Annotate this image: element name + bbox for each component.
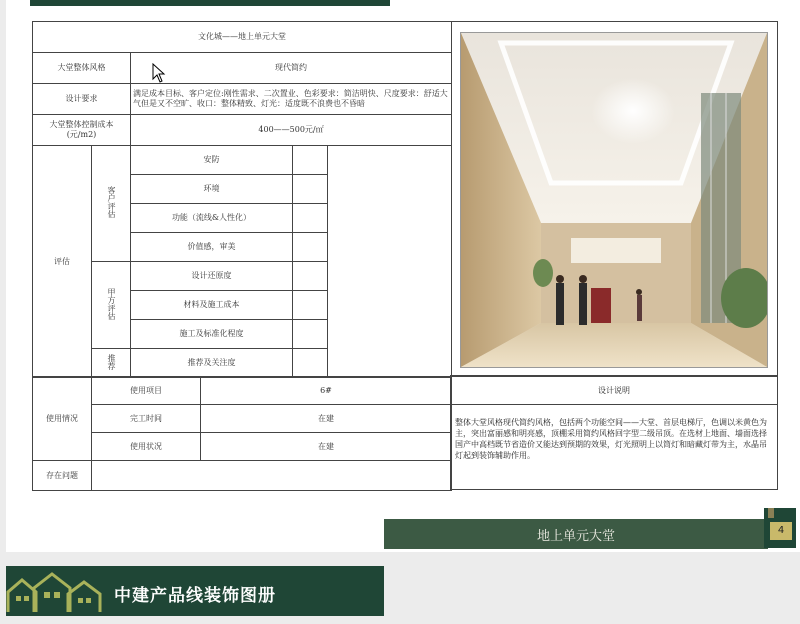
owner-eval-group	[92, 262, 131, 349]
footer-section-label: 地上单元大堂	[536, 529, 615, 544]
cost-value: 400——500元/㎡	[131, 115, 452, 146]
usage-label: 使用情况	[33, 377, 92, 461]
eval-item: 设计还原度	[131, 262, 293, 291]
score-cell	[293, 291, 328, 320]
style-label: 大堂整体风格	[33, 53, 131, 84]
eval-item: 材料及施工成本	[131, 291, 293, 320]
table-title: 文化城——地上单元大堂	[33, 22, 452, 53]
usage-row-value: 在建	[201, 405, 452, 433]
next-page-banner	[6, 566, 384, 616]
top-header-strip	[30, 0, 390, 6]
issues-value	[92, 461, 452, 491]
banner-title: 中建产品线装饰图册	[114, 586, 276, 606]
evaluation-label: 评估	[33, 146, 92, 378]
notes-cell	[328, 146, 452, 378]
usage-row-label: 使用状况	[92, 433, 201, 461]
score-cell	[293, 320, 328, 349]
page-number-badge	[764, 508, 796, 548]
score-cell	[293, 175, 328, 204]
customer-eval-group	[92, 146, 131, 262]
requirement-value: 满足成本目标、客户定位:刚性需求、二次置业、色彩要求：简洁明快、尺度要求：舒适大气但是又不空旷、收口：整体精致、灯光：适度既不浪费也不昏暗	[131, 84, 452, 115]
owner-eval-label: 甲方评估	[107, 287, 116, 320]
eval-item: 安防	[131, 146, 293, 175]
customer-eval-label: 客户评估	[107, 186, 116, 218]
requirement-label: 设计要求	[33, 84, 131, 115]
mouse-cursor-icon	[152, 63, 166, 83]
page-number: 4	[770, 522, 792, 540]
evaluation-table	[32, 21, 452, 378]
footer-section-bar	[384, 519, 768, 549]
score-cell	[293, 262, 328, 291]
eval-item: 环境	[131, 175, 293, 204]
design-notes-text: 整体大堂风格现代简约风格，包括两个功能空间——大堂、首层电梯厅，色调以米黄色为主，突出富丽感和明亮感，顶棚采用简约风格回字型二级吊顶。在选材上地面、墙面选择国产中高档既节省造价又能达到预期的效果，灯光照明上以筒灯和暗藏灯带为主，水晶吊灯起到装饰辅助作用。	[451, 405, 778, 490]
page-tab-marker	[768, 508, 774, 518]
recommend-label: 推荐	[107, 353, 116, 370]
issues-label: 存在问题	[33, 461, 92, 491]
cost-label: 大堂整体控制成本(元/m2)	[33, 115, 131, 146]
score-cell	[293, 146, 328, 175]
eval-item: 推荐及关注度	[131, 349, 293, 378]
usage-table	[32, 376, 452, 491]
eval-item: 价值感，审美	[131, 233, 293, 262]
usage-row-value: 在建	[201, 433, 452, 461]
score-cell	[293, 233, 328, 262]
design-notes-header: 设计说明	[451, 377, 778, 405]
eval-item: 施工及标准化程度	[131, 320, 293, 349]
design-notes-table	[450, 376, 778, 490]
usage-row-value: 6#	[201, 377, 452, 405]
score-cell	[293, 204, 328, 233]
lobby-illustration	[461, 33, 767, 367]
style-value: 现代简约	[131, 53, 452, 84]
usage-row-label: 完工时间	[92, 405, 201, 433]
usage-row-label: 使用项目	[92, 377, 201, 405]
eval-item: 功能（流线&人性化）	[131, 204, 293, 233]
buildings-logo-icon	[6, 566, 106, 616]
recommend-group	[92, 349, 131, 378]
score-cell	[293, 349, 328, 378]
lobby-photo	[460, 32, 768, 368]
